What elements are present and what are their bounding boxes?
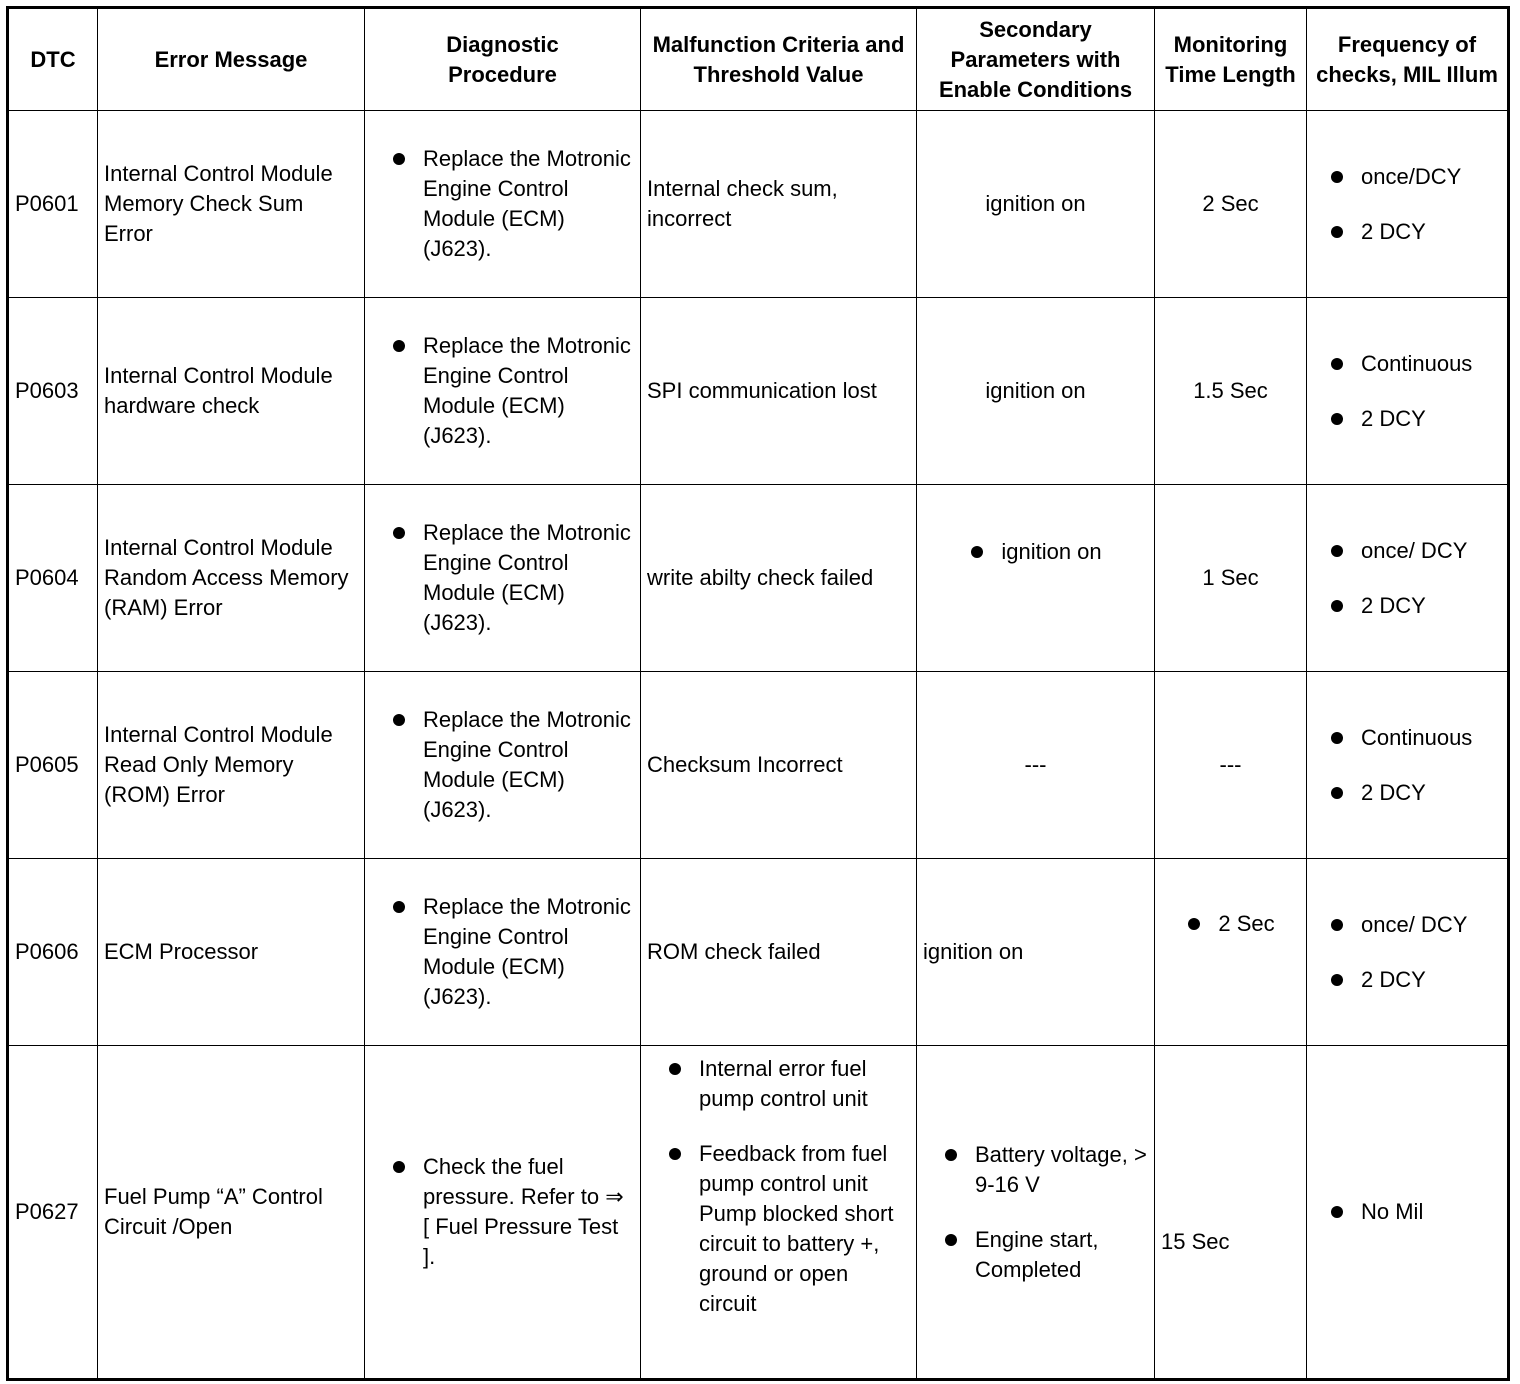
frequency-item: once/ DCY (1329, 536, 1501, 566)
table-row (8, 859, 1509, 1046)
secondary-item: ignition on (969, 537, 1101, 567)
diagnostic-procedure (365, 1046, 641, 1380)
error-message: ECM Processor (98, 859, 365, 1046)
malfunction-criteria: Internal check sum, incorrect (641, 111, 917, 298)
error-message: Internal Control Module Memory Check Sum Error (98, 111, 365, 298)
diagnostic-procedure (365, 485, 641, 672)
monitoring-time: 1.5 Sec (1155, 298, 1307, 485)
malfunction-criteria: SPI communication lost (641, 298, 917, 485)
dtc-code: P0627 (8, 1046, 98, 1380)
malfunction-item: Internal error fuel pump control unit (667, 1054, 910, 1114)
frequency-item: once/DCY (1329, 162, 1501, 192)
header-dtc: DTC (8, 8, 98, 111)
frequency-item: 2 DCY (1329, 965, 1501, 995)
dtc-code: P0606 (8, 859, 98, 1046)
procedure-item: Check the fuel pressure. Refer to ⇒ [ Fuel Pressure Test ]. (391, 1152, 634, 1272)
error-message: Internal Control Module hardware check (98, 298, 365, 485)
monitoring-item: 2 Sec (1186, 909, 1274, 939)
error-message: Internal Control Module Random Access Memory (RAM) Error (98, 485, 365, 672)
procedure-item: Replace the Motronic Engine Control Module (ECM) (J623). (391, 331, 634, 451)
header-error-message: Error Message (98, 8, 365, 111)
frequency-item: once/ DCY (1329, 910, 1501, 940)
secondary-parameters: ignition on (917, 298, 1155, 485)
frequency (1307, 111, 1509, 298)
frequency-item: 2 DCY (1329, 217, 1501, 247)
frequency (1307, 859, 1509, 1046)
procedure-item: Replace the Motronic Engine Control Module (ECM) (J623). (391, 144, 634, 264)
frequency (1307, 298, 1509, 485)
frequency-item: No Mil (1329, 1197, 1501, 1227)
table-row (8, 485, 1509, 672)
malfunction-criteria (641, 1046, 917, 1380)
secondary-parameters: ignition on (917, 111, 1155, 298)
table-row (8, 111, 1509, 298)
frequency-item: Continuous (1329, 349, 1501, 379)
malfunction-criteria: write abilty check failed (641, 485, 917, 672)
error-message: Fuel Pump “A” Control Circuit /Open (98, 1046, 365, 1380)
frequency-item: 2 DCY (1329, 591, 1501, 621)
monitoring-time: 2 Sec (1155, 111, 1307, 298)
frequency-item: 2 DCY (1329, 404, 1501, 434)
frequency (1307, 485, 1509, 672)
procedure-item: Replace the Motronic Engine Control Module (ECM) (J623). (391, 892, 634, 1012)
frequency (1307, 1046, 1509, 1380)
dtc-code: P0603 (8, 298, 98, 485)
frequency (1307, 672, 1509, 859)
diagnostic-procedure (365, 672, 641, 859)
secondary-item: Engine start, Completed (943, 1225, 1148, 1285)
diagnostic-procedure (365, 859, 641, 1046)
header-monitoring-time: Monitoring Time Length (1155, 8, 1307, 111)
monitoring-time: 15 Sec (1155, 1046, 1307, 1380)
monitoring-time: --- (1155, 672, 1307, 859)
secondary-parameters: --- (917, 672, 1155, 859)
diagnostic-procedure (365, 111, 641, 298)
header-malfunction-criteria: Malfunction Criteria and Threshold Value (641, 8, 917, 111)
malfunction-criteria: Checksum Incorrect (641, 672, 917, 859)
procedure-item: Replace the Motronic Engine Control Module (ECM) (J623). (391, 518, 634, 638)
table-row (8, 298, 1509, 485)
header-diagnostic-procedure: Diagnostic Procedure (365, 8, 641, 111)
dtc-code: P0604 (8, 485, 98, 672)
malfunction-item: Feedback from fuel pump control unit Pump blocked short circuit to battery +, ground or open circuit (667, 1139, 910, 1319)
header-secondary-parameters: Secondary Parameters with Enable Conditions (917, 8, 1155, 111)
frequency-item: Continuous (1329, 723, 1501, 753)
dtc-table (6, 6, 1510, 1381)
diagnostic-procedure (365, 298, 641, 485)
table-row (8, 1046, 1509, 1380)
secondary-parameters: ignition on (917, 859, 1155, 1046)
dtc-code: P0601 (8, 111, 98, 298)
header-row (8, 8, 1509, 111)
secondary-item: Battery voltage, > 9-16 V (943, 1140, 1148, 1200)
header-frequency: Frequency of checks, MIL Illum (1307, 8, 1509, 111)
procedure-item: Replace the Motronic Engine Control Module (ECM) (J623). (391, 705, 634, 825)
error-message: Internal Control Module Read Only Memory (ROM) Error (98, 672, 365, 859)
table-row (8, 672, 1509, 859)
dtc-code: P0605 (8, 672, 98, 859)
monitoring-time: 1 Sec (1155, 485, 1307, 672)
monitoring-time (1155, 859, 1307, 1046)
frequency-item: 2 DCY (1329, 778, 1501, 808)
secondary-parameters (917, 485, 1155, 672)
secondary-parameters (917, 1046, 1155, 1380)
malfunction-criteria: ROM check failed (641, 859, 917, 1046)
